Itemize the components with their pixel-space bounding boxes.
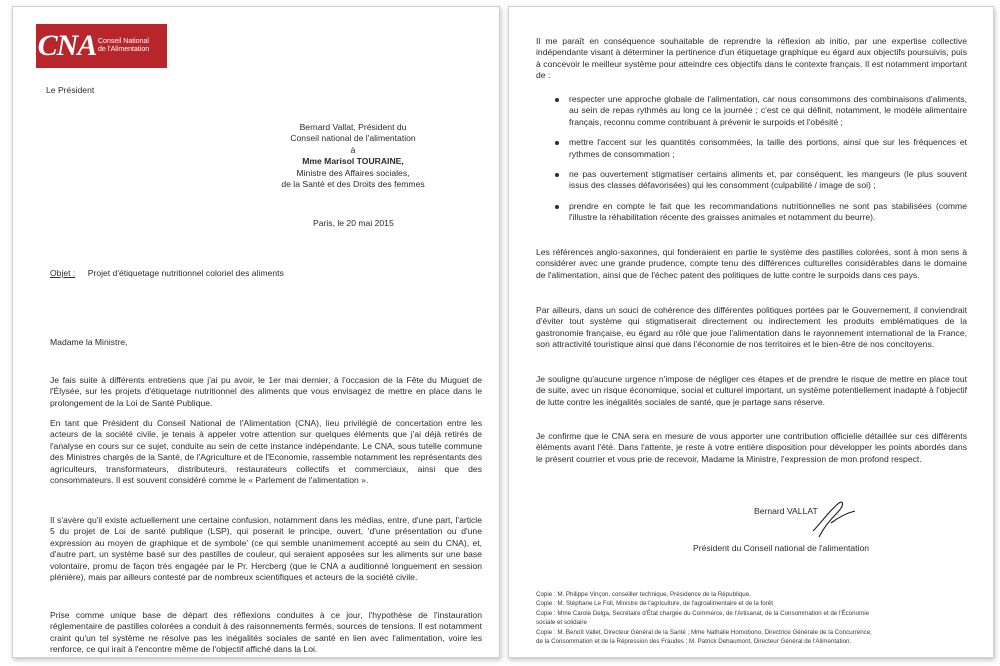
address-line-to: à: [350, 144, 356, 155]
paragraph-coherence: Par ailleurs, dans un souci de cohérence des différentes politiques portées par le Gouvernement, il conviendrait d'éviter tout système qui stigmatiserait directement ou indirectement les produits emblématiques de la gastronomie française, eu égard au rôle que joue l'alimentation dans le rayonnement international de la France, son attractivité touristique ainsi que dans l'économie de nos territoires et le bien-être de nos concitoyens.: [536, 305, 967, 350]
copy-line: Copie : M. Philippe Vinçon, conseiller technique, Présidence de la République.: [536, 591, 751, 598]
copy-line: sociale et solidaire: [536, 619, 587, 627]
president-label: Le Président: [46, 85, 95, 95]
list-item-text: ne pas ouvertement stigmatiser certains aliments et, par conséquent, les mangeurs (le plus souvent issus des classes défavorisées) qui les consomment (culpabilité / image de soi) ;: [569, 169, 967, 191]
bullet-icon: [555, 205, 559, 209]
logo-line-2: de l'Alimentation: [98, 46, 150, 53]
bullet-icon: [555, 98, 559, 102]
list-item: [536, 169, 967, 192]
subject-label: Objet :: [50, 268, 76, 278]
subject-line: [50, 268, 284, 279]
cna-logo: [36, 24, 167, 68]
place-date: Paris, le 20 mai 2015: [313, 218, 394, 228]
intro-paragraph: Il me paraît en conséquence souhaitable de reprendre la réflexion ab initio, par une expertise collective indépendante visant à déterminer la pertinence d'un étiquetage graphique eu égard aux objectifs poursuivis, puis à concevoir le meilleur système pour atteindre ces objectifs dans le contexte français. Il est notamment important de :: [536, 36, 967, 81]
list-item: [536, 94, 967, 128]
copy-line: Copie : M. Benoît Vallet, Directeur Général de la Santé ; Mme Nathalie Homobono, Directrice Générale de la Concurrence,: [536, 628, 872, 636]
address-line-ministry-2: de la Santé et des Droits des femmes: [281, 179, 425, 190]
list-item: [536, 201, 967, 224]
paragraph-urgency: Je souligne qu'aucune urgence n'impose de négliger ces étapes et de prendre le risque de mettre en place tout de suite, avec un risque économique, social et culturel important, un système potentiellement inadapté à l'objectif de lutte contre les inégalités sociales de santé, que je partage sans réserve.: [536, 374, 967, 407]
copy-line: Copie : M. Stéphane Le Foll, Ministre de l'agriculture, de l'agroalimentaire et de la forêt: [536, 600, 773, 608]
paragraph-4: Prise comme unique base de départ des réflexions conduites à ce jour, l'hypothèse de l'instauration réglementaire de pastilles colorées a conduit à des raisonnements fermés, sources de tensions. Il est notamment craint qu'un tel système ne résolve pas les inégalités sociales de santé en lien avec l'alimentation, voire les renforce, ce qui irait à l'encontre même de l'objectif affiché dans la Loi.: [50, 610, 482, 655]
signature-title: Président du Conseil national de l'alimentation: [693, 543, 870, 553]
list-item: [536, 137, 967, 160]
bullet-icon: [555, 173, 559, 177]
subject-text: Projet d'étiquetage nutritionnel coloriel des aliments: [87, 268, 284, 278]
letter-page-1: [12, 6, 500, 658]
paragraph-closing: Je confirme que le CNA sera en mesure de vous apporter une contribution officielle détaillée sur ces différents éléments avant l'été. Dans l'attente, je reste à votre entière disposition pour développer les points abordés dans le présent courrier et vous prie de recevoir, Madame la Ministre, l'expression de mon profond respect.: [536, 431, 967, 464]
list-item-text: respecter une approche globale de l'alimentation, car nous consommons des combinaisons d'aliments, au sein de repas rythmés au long ce la journée ; c'est ce qui définit, notamment, le modèle alimentaire français, reconnu comme contribuant à prévenir le surpoids et l'obésité ;: [569, 94, 967, 127]
paragraph-2: En tant que Président du Conseil National de l'Alimentation (CNA), lieu privilégié de concertation entre les acteurs de la société civile, je tenais à appeler votre attention sur quelques éléments que j'ai déjà retirés de l'analyse en cours sur ce sujet, conduite au sein de cette instance indépendante. Le CNA, sous tutelle commune des Ministres chargés de la Santé, de l'Agriculture et de l'Economie, rassemble notamment les représentants des agriculteurs, transformateurs, distributeurs, restaurateurs collectifs et commerciaux, ainsi que des consommateurs. Il est souvent considéré comme le « Parlement de l'alimentation ».: [50, 418, 482, 486]
bullet-icon: [555, 141, 559, 145]
recommendations-list: [536, 94, 967, 233]
copy-line: Copie : Mme Carole Delga, Secrétaire d'État chargée du Commerce, de l'Artisanat, de la Consommation et de l'Économie: [536, 609, 870, 617]
paragraph-references: Les références anglo-saxonnes, qui fonderaient en partie le système des pastilles colorées, sont à mon sens à considérer avec une grande prudence, compte tenu des différences culturelles considérables dans le domaine de l'alimentation, ainsi que de l'échec patent des politiques de lutte contre le surpoids dans ces pays.: [536, 247, 967, 280]
cna-logo-mark: CNA: [37, 29, 97, 62]
copies-list: [536, 590, 976, 646]
paragraph-1: Je fais suite à différents entretiens que j'ai pu avoir, le 1er mai dernier, à l'occasion de la Fête du Muguet de l'Élysée, sur les projets d'étiquetage nutritionnel des aliments que vous envisagez de mettre en place dans le prolongement de la Loi de Santé Publique.: [50, 375, 482, 408]
letter-page-2: [508, 6, 994, 658]
address-block: [263, 122, 443, 190]
list-item-text: mettre l'accent sur les quantités consommées, la taille des portions, ainsi que sur les fréquences et rythmes de consommation ;: [569, 137, 967, 159]
signature-name: Bernard VALLAT: [754, 506, 818, 516]
address-line-ministry: Ministre des Affaires sociales,: [296, 167, 410, 178]
address-line-recipient: Mme Marisol TOURAINE,: [302, 156, 404, 167]
signature-icon: [809, 493, 859, 543]
list-item-text: prendre en compte le fait que les recommandations nutritionnelles ne sont pas stabilisées (comme l'illustre la réhabilitation récente des graisses animales et notamment du beurre).: [569, 200, 967, 223]
address-line-sender: Bernard Vallat, Président du: [299, 122, 407, 132]
address-line-council: Conseil national de l'alimentation: [290, 133, 416, 144]
copy-line: de la Consommation et de la Répression des Fraudes ; M. Patrick Dehaumont, Directeur Général de l'Alimentation.: [536, 638, 852, 646]
cna-logo-text: [98, 38, 153, 54]
salutation: Madame la Ministre,: [50, 337, 128, 347]
logo-line-1: Conseil National: [98, 38, 149, 45]
paragraph-3: Il s'avère qu'il existe actuellement une certaine confusion, notamment dans les médias, entre, d'une part, l'article 5 du projet de Loi de santé publique (LSP), qui poserait le principe, ouvert, 'd'une présentation ou d'une expression au moyen de graphique et de symbole' (ce qui semble unanimement accepté au sein du CNA), et, d'autre part, un système basé sur des pastilles de couleur, qui seraient apposées sur les aliments sur une base volontaire, promu de façon très engagée par le Pr. Hercberg (que le CNA a auditionné longuement en session plénière), mais par ailleurs contesté par de nombreux scientifiques et acteurs de la société civile.: [50, 515, 482, 583]
